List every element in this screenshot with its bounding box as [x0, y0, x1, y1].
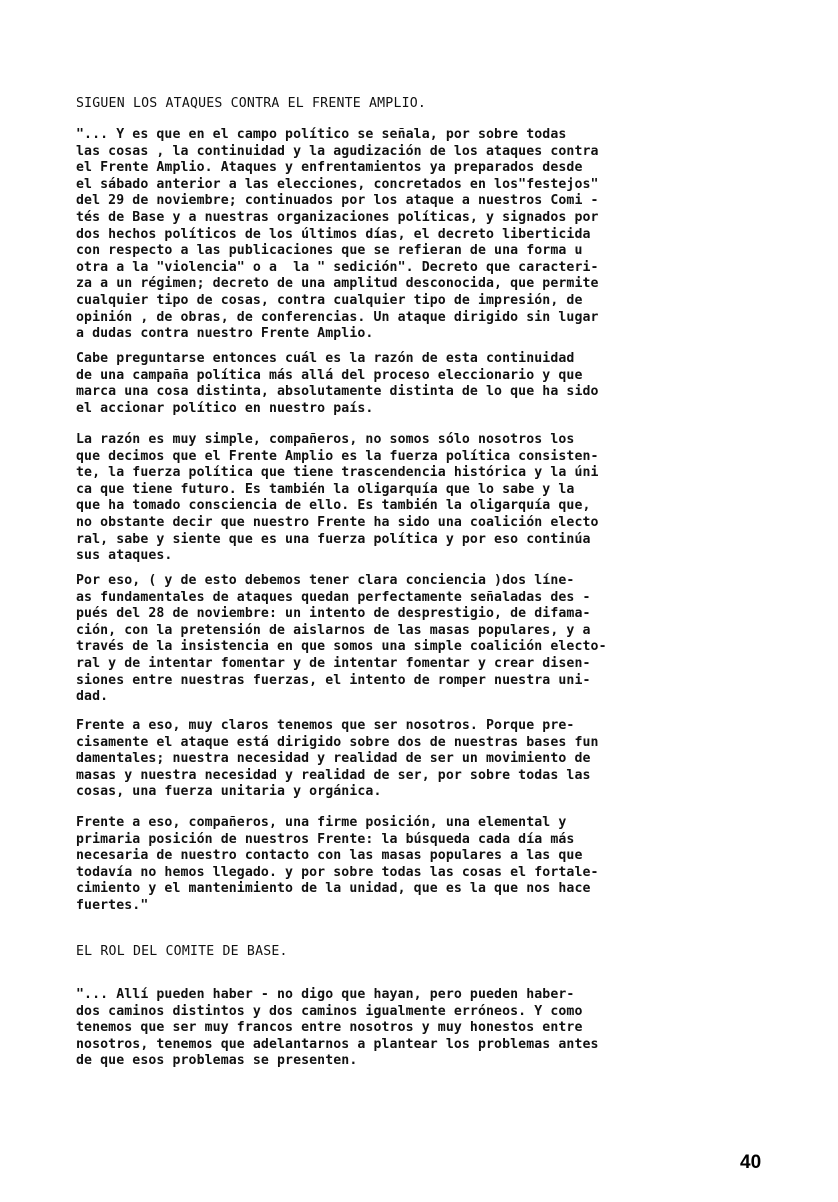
paragraph-6: Frente a eso, compañeros, una firme posición, una elemental y primaria posición de nuestros Frente: la búsqueda cada día más necesaria de nuestro contacto con las masas populares a las que todavía no hemos llegado. y por sobre todas las cosas el fortale- cimiento y el mantenimiento de la unidad, que es la que nos hace fuertes." [76, 815, 599, 913]
page-number: 40 [740, 1152, 762, 1173]
paragraph-2: Cabe preguntarse entonces cuál es la razón de esta continuidad de una campaña política más allá del proceso eleccionario y que marca una cosa distinta, absolutamente distinta de lo que ha sido el accionar político en nuestro país. [76, 351, 599, 416]
paragraph-7: "... Allí pueden haber - no digo que hayan, pero pueden haber- dos caminos distintos y dos caminos igualmente erróneos. Y como tenemos que ser muy francos entre nosotros y muy honestos entre nosotros, tenemos que adelantarnos a plantear los problemas antes de que esos problemas se presenten. [76, 987, 599, 1069]
paragraph-3: La razón es muy simple, compañeros, no somos sólo nosotros los que decimos que el Frente Amplio es la fuerza política consisten- te, la fuerza política que tiene trascendencia histórica y la úni ca que tiene futuro. Es también la oligarquía que lo sabe y la que ha tomado consciencia de ello. Es también la oligarquía que, no obstante decir que nuestro Frente ha sido una coalición electo ral, sabe y siente que es una fuerza política y por eso continúa sus ataques. [76, 432, 599, 564]
paragraph-5: Frente a eso, muy claros tenemos que ser nosotros. Porque pre- cisamente el ataque está dirigido sobre dos de nuestras bases fun damentales; nuestra necesidad y realidad de ser un movimiento de masas y nuestra necesidad y realidad de ser, por sobre todas las cosas, una fuerza unitaria y orgánica. [76, 718, 599, 800]
section-heading-comite: EL ROL DEL COMITE DE BASE. [76, 944, 288, 959]
section-heading-ataques: SIGUEN LOS ATAQUES CONTRA EL FRENTE AMPLIO. [76, 96, 427, 111]
paragraph-4: Por eso, ( y de esto debemos tener clara conciencia )dos líne- as fundamentales de ataques quedan perfectamente señaladas des - pués del 28 de noviembre: un intento de desprestigio, de difama- ción, con la pretensión de aislarnos de las masas populares, y a través de la insistencia en que somos una simple coalición electo- ral y de intentar fomentar y de intentar fomentar y crear disen- siones entre nuestras fuerzas, el intento de romper nuestra uni- dad. [76, 573, 607, 705]
paragraph-1: "... Y es que en el campo político se señala, por sobre todas las cosas , la continuidad y la agudización de los ataques contra el Frente Amplio. Ataques y enfrentamientos ya preparados desde el sábado anterior a las elecciones, concretados en los"festejos" del 29 de noviembre; continuados por los ataque a nuestros Comi - tés de Base y a nuestras organizaciones políticas, y signados por dos hechos políticos de los últimos días, el decreto liberticida con respecto a las publicaciones que se refieran de una forma u otra a la "violencia" o a la " sedición". Decreto que caracteri- za a un régimen; decreto de una amplitud desconocida, que permite cualquier tipo de cosas, contra cualquier tipo de impresión, de opinión , de obras, de conferencias. Un ataque dirigido sin lugar a dudas contra nuestro Frente Amplio. [76, 127, 599, 342]
